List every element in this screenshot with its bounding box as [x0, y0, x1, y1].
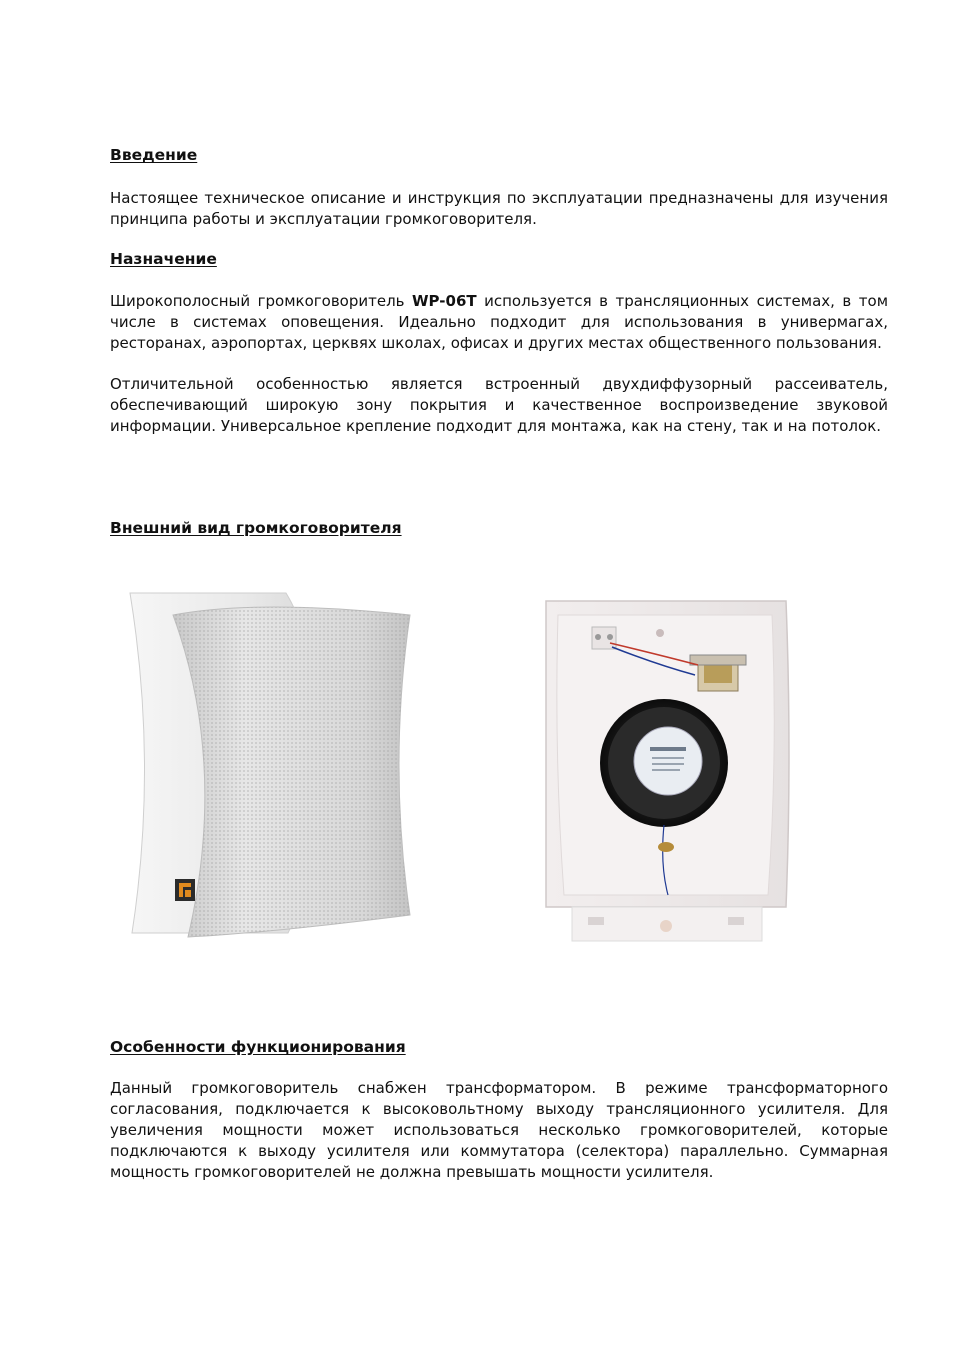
- intro-paragraph: Настоящее техническое описание и инструкция по эксплуатации предназначены для изучения принципа работы и эксплуатации громкоговорителя.: [110, 189, 888, 228]
- intro-heading: Введение: [110, 146, 198, 164]
- speaker-driver: [600, 699, 728, 827]
- purpose-heading: Назначение: [110, 250, 217, 268]
- purpose-text-after: используется в трансляционных системах, в том числе в системах оповещения. Идеально подходит для использования в универмагах, ресторанах, аэропортах, церквях школах, офисах и других местах общественного пользования.: [110, 292, 889, 352]
- speaker-open-photo: [540, 595, 792, 945]
- transformer: [690, 655, 746, 691]
- purpose-paragraph-1: [110, 291, 888, 354]
- speaker-front-photo: [118, 585, 418, 940]
- features-heading: Особенности функционирования: [110, 1038, 406, 1056]
- purpose-text-before: Широкополосный громкоговоритель: [110, 292, 413, 310]
- terminal-block: [592, 627, 616, 649]
- brand-logo-icon: [175, 879, 195, 901]
- model-name: WP-06T: [412, 292, 477, 310]
- features-paragraph: Данный громкоговоритель снабжен трансформатором. В режиме трансформаторного согласования, подключается к высоковольтному выходу трансляционного усилителя. Для увеличения мощности может использоваться несколько громкоговорителей, которые подключаются к выходу усилителя или коммутатора (селектора) параллельно. Суммарная мощность громкоговорителей не должна превышать мощности усилителя.: [110, 1079, 888, 1181]
- purpose-paragraph-2: Отличительной особенностью является встроенный двухдиффузорный рассеиватель, обеспечивающий широкую зону покрытия и качественное воспроизведение звуковой информации. Универсальное крепление подходит для монтажа, как на стену, так и на потолок.: [110, 375, 888, 435]
- appearance-heading: Внешний вид громкоговорителя: [110, 519, 402, 537]
